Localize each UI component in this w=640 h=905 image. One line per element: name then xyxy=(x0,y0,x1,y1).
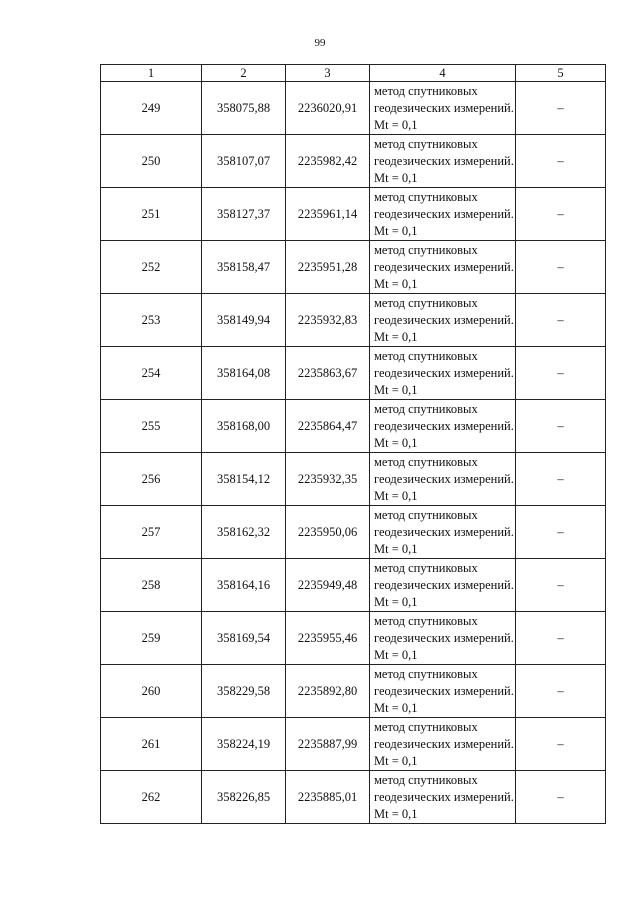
coordinate-x-cell: 358164,16 xyxy=(202,559,286,612)
method-cell: метод спутниковых геодезических измерений. Mt = 0,1 xyxy=(370,400,516,453)
point-number-cell: 251 xyxy=(101,188,202,241)
coordinate-y-cell: 2235887,99 xyxy=(286,718,370,771)
note-cell: – xyxy=(516,82,606,135)
note-cell: – xyxy=(516,188,606,241)
coordinate-y-cell: 2235955,46 xyxy=(286,612,370,665)
method-cell: метод спутниковых геодезических измерений. Mt = 0,1 xyxy=(370,294,516,347)
point-number-cell: 261 xyxy=(101,718,202,771)
point-number-cell: 253 xyxy=(101,294,202,347)
point-number-cell: 252 xyxy=(101,241,202,294)
column-header-4: 4 xyxy=(370,65,516,82)
coordinate-x-cell: 358154,12 xyxy=(202,453,286,506)
table-body xyxy=(101,82,606,824)
page-number: 99 xyxy=(314,37,326,49)
point-number-cell: 258 xyxy=(101,559,202,612)
coordinate-x-cell: 358127,37 xyxy=(202,188,286,241)
coordinate-x-cell: 358168,00 xyxy=(202,400,286,453)
note-cell: – xyxy=(516,294,606,347)
column-header-5: 5 xyxy=(516,65,606,82)
table-row xyxy=(101,188,606,241)
point-number-cell: 256 xyxy=(101,453,202,506)
note-cell: – xyxy=(516,347,606,400)
note-cell: – xyxy=(516,612,606,665)
coordinate-x-cell: 358229,58 xyxy=(202,665,286,718)
coordinate-y-cell: 2235863,67 xyxy=(286,347,370,400)
table-row xyxy=(101,135,606,188)
point-number-cell: 259 xyxy=(101,612,202,665)
table-row xyxy=(101,559,606,612)
table-row xyxy=(101,453,606,506)
method-cell: метод спутниковых геодезических измерений. Mt = 0,1 xyxy=(370,241,516,294)
table-row xyxy=(101,612,606,665)
table-row xyxy=(101,82,606,135)
table-row xyxy=(101,665,606,718)
point-number-cell: 250 xyxy=(101,135,202,188)
coordinate-x-cell: 358162,32 xyxy=(202,506,286,559)
coordinate-y-cell: 2235949,48 xyxy=(286,559,370,612)
table-row xyxy=(101,506,606,559)
note-cell: – xyxy=(516,559,606,612)
coordinate-x-cell: 358224,19 xyxy=(202,718,286,771)
coordinate-x-cell: 358149,94 xyxy=(202,294,286,347)
table-row xyxy=(101,241,606,294)
note-cell: – xyxy=(516,506,606,559)
method-cell: метод спутниковых геодезических измерений. Mt = 0,1 xyxy=(370,135,516,188)
point-number-cell: 254 xyxy=(101,347,202,400)
coordinate-y-cell: 2235932,35 xyxy=(286,453,370,506)
note-cell: – xyxy=(516,400,606,453)
coordinate-x-cell: 358169,54 xyxy=(202,612,286,665)
note-cell: – xyxy=(516,771,606,824)
method-cell: метод спутниковых геодезических измерений. Mt = 0,1 xyxy=(370,718,516,771)
note-cell: – xyxy=(516,135,606,188)
coordinate-y-cell: 2236020,91 xyxy=(286,82,370,135)
point-number-cell: 249 xyxy=(101,82,202,135)
coordinate-y-cell: 2235885,01 xyxy=(286,771,370,824)
point-number-cell: 257 xyxy=(101,506,202,559)
coordinate-y-cell: 2235950,06 xyxy=(286,506,370,559)
method-cell: метод спутниковых геодезических измерений. Mt = 0,1 xyxy=(370,82,516,135)
note-cell: – xyxy=(516,241,606,294)
column-header-2: 2 xyxy=(202,65,286,82)
method-cell: метод спутниковых геодезических измерений. Mt = 0,1 xyxy=(370,612,516,665)
note-cell: – xyxy=(516,665,606,718)
table-row xyxy=(101,400,606,453)
point-number-cell: 260 xyxy=(101,665,202,718)
coordinate-x-cell: 358226,85 xyxy=(202,771,286,824)
table-header-row xyxy=(101,65,606,82)
coordinate-x-cell: 358158,47 xyxy=(202,241,286,294)
table-row xyxy=(101,771,606,824)
coordinate-x-cell: 358164,08 xyxy=(202,347,286,400)
table-row xyxy=(101,718,606,771)
method-cell: метод спутниковых геодезических измерений. Mt = 0,1 xyxy=(370,559,516,612)
coordinate-y-cell: 2235864,47 xyxy=(286,400,370,453)
coordinate-y-cell: 2235961,14 xyxy=(286,188,370,241)
method-cell: метод спутниковых геодезических измерений. Mt = 0,1 xyxy=(370,506,516,559)
method-cell: метод спутниковых геодезических измерений. Mt = 0,1 xyxy=(370,188,516,241)
method-cell: метод спутниковых геодезических измерений. Mt = 0,1 xyxy=(370,347,516,400)
coordinate-x-cell: 358107,07 xyxy=(202,135,286,188)
coordinate-y-cell: 2235982,42 xyxy=(286,135,370,188)
coordinate-x-cell: 358075,88 xyxy=(202,82,286,135)
coordinate-y-cell: 2235932,83 xyxy=(286,294,370,347)
note-cell: – xyxy=(516,453,606,506)
column-header-3: 3 xyxy=(286,65,370,82)
column-header-1: 1 xyxy=(101,65,202,82)
table-row xyxy=(101,347,606,400)
point-number-cell: 255 xyxy=(101,400,202,453)
method-cell: метод спутниковых геодезических измерений. Mt = 0,1 xyxy=(370,771,516,824)
method-cell: метод спутниковых геодезических измерений. Mt = 0,1 xyxy=(370,665,516,718)
note-cell: – xyxy=(516,718,606,771)
method-cell: метод спутниковых геодезических измерений. Mt = 0,1 xyxy=(370,453,516,506)
coordinates-table xyxy=(100,64,606,824)
table-row xyxy=(101,294,606,347)
coordinate-y-cell: 2235951,28 xyxy=(286,241,370,294)
point-number-cell: 262 xyxy=(101,771,202,824)
coordinate-y-cell: 2235892,80 xyxy=(286,665,370,718)
